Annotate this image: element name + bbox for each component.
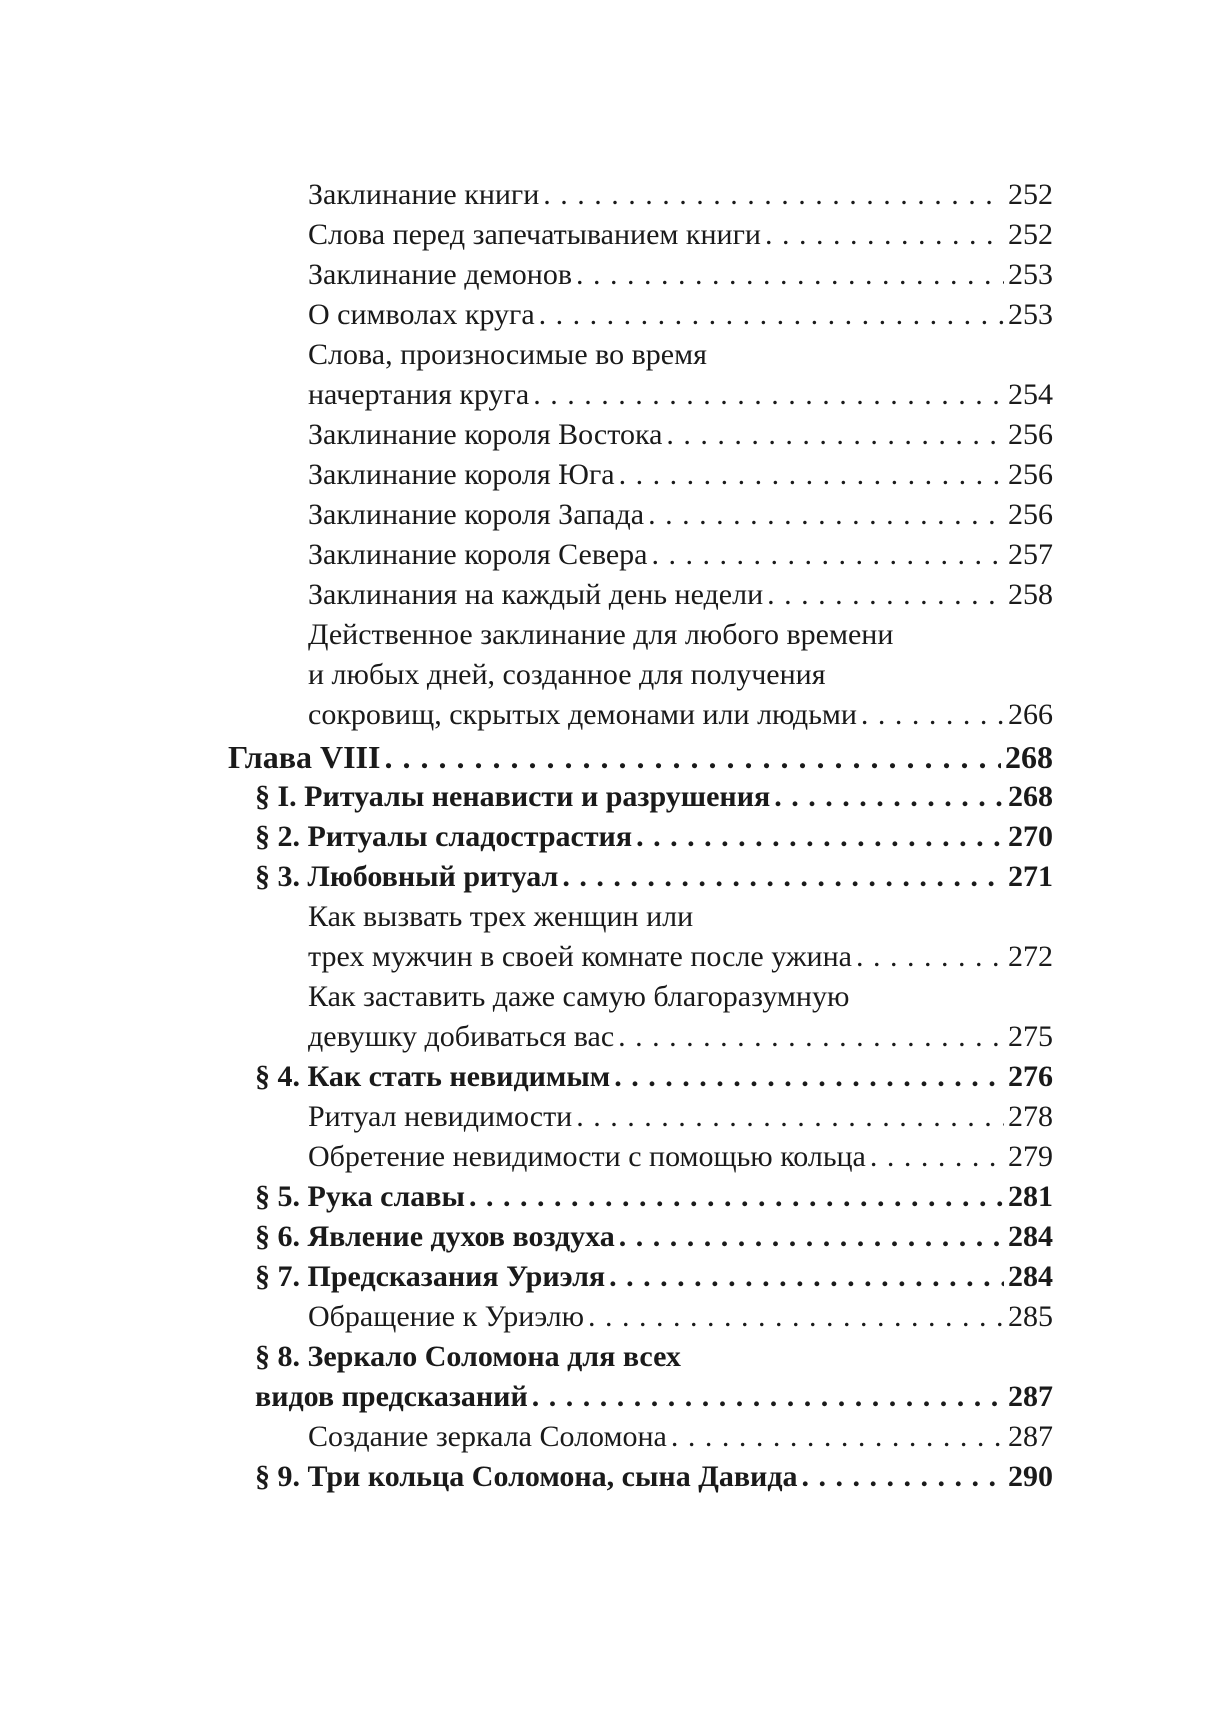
toc-entry-page: 253 xyxy=(1008,258,1053,291)
toc-leader-dots xyxy=(532,1377,1004,1417)
toc-leader-dots xyxy=(543,175,1004,215)
toc-entry-page: 266 xyxy=(1008,698,1053,731)
toc-entry-page: 256 xyxy=(1008,418,1053,451)
toc-leader-dots xyxy=(856,937,1004,977)
toc-entry-page: 290 xyxy=(1008,1460,1053,1493)
toc-entry-title: § 5. Рука славы xyxy=(255,1180,465,1213)
toc-leader-dots xyxy=(648,495,1004,535)
toc-entry-page: 256 xyxy=(1008,458,1053,491)
toc-entry-page: 281 xyxy=(1008,1180,1053,1213)
toc-entry xyxy=(308,1417,1053,1457)
toc-entry-page: 278 xyxy=(1008,1100,1053,1133)
toc-entry xyxy=(308,1137,1053,1177)
toc-entry xyxy=(308,937,1053,977)
toc-section-continued: § 8. Зеркало Соломона для всех xyxy=(255,1340,681,1373)
toc-entry-page: 284 xyxy=(1008,1220,1053,1253)
toc-entry xyxy=(308,1097,1053,1137)
toc-entry-page: 258 xyxy=(1008,578,1053,611)
toc-entry xyxy=(308,1297,1053,1337)
toc-entry-page: 271 xyxy=(1008,860,1053,893)
toc-entry-page: 257 xyxy=(1008,538,1053,571)
toc-entry-title: О символах круга xyxy=(308,298,535,331)
toc-entry xyxy=(308,455,1053,495)
toc-leader-dots xyxy=(384,737,1001,777)
toc-section xyxy=(255,1257,1053,1297)
toc-entry-page: 279 xyxy=(1008,1140,1053,1173)
toc-leader-dots xyxy=(870,1137,1004,1177)
toc-section xyxy=(255,857,1053,897)
toc-leader-dots xyxy=(576,1097,1004,1137)
toc-entry xyxy=(308,1017,1053,1057)
toc-entry-title: Заклинания на каждый день недели xyxy=(308,578,764,611)
toc-entry-title: начертания круга xyxy=(308,378,530,411)
toc-entry-title: девушку добиваться вас xyxy=(308,1020,615,1053)
toc-entry-title: трех мужчин в своей комнате после ужина xyxy=(308,940,852,973)
toc-leader-dots xyxy=(767,575,1004,615)
toc-entry-page: 272 xyxy=(1008,940,1053,973)
toc-leader-dots xyxy=(533,375,1004,415)
toc-entry xyxy=(308,295,1053,335)
toc-entry-title: Заклинание короля Юга xyxy=(308,458,615,491)
toc-leader-dots xyxy=(539,295,1004,335)
toc-leader-dots xyxy=(618,1017,1004,1057)
toc-leader-dots xyxy=(469,1177,1004,1217)
toc-entry xyxy=(308,255,1053,295)
toc-leader-dots xyxy=(802,1457,1005,1497)
toc-entry-title: § 9. Три кольца Соломона, сына Давида xyxy=(255,1460,798,1493)
toc-entry-page: 254 xyxy=(1008,378,1053,411)
toc-leader-dots xyxy=(651,535,1004,575)
toc-leader-dots xyxy=(671,1417,1004,1457)
toc-entry-title: Слова перед запечатыванием книги xyxy=(308,218,761,251)
toc-entry-page: 287 xyxy=(1008,1420,1053,1453)
toc-entry-title: Обращение к Уриэлю xyxy=(308,1300,585,1333)
toc-entry-page: 270 xyxy=(1008,820,1053,853)
toc-entry-page: 284 xyxy=(1008,1260,1053,1293)
toc-entry-title: Глава VIII xyxy=(228,739,381,775)
toc-entry-title: сокровищ, скрытых демонами или людьми xyxy=(308,698,857,731)
toc-leader-dots xyxy=(576,255,1004,295)
toc-entry-title: § 6. Явление духов воздуха xyxy=(255,1220,615,1253)
toc-entry-title: Заклинание демонов xyxy=(308,258,573,291)
toc-entry-page: 256 xyxy=(1008,498,1053,531)
toc-entry-title: Создание зеркала Соломона xyxy=(308,1420,667,1453)
toc-entry xyxy=(308,415,1053,455)
toc-chapter-heading xyxy=(228,737,1053,777)
toc-entry-continued: Как заставить даже самую благоразумную xyxy=(308,980,850,1013)
toc-leader-dots xyxy=(588,1297,1004,1337)
toc-entry-title: § I. Ритуалы ненависти и разрушения xyxy=(255,780,771,813)
toc-leader-dots xyxy=(765,215,1004,255)
toc-entry-page: 252 xyxy=(1008,178,1053,211)
toc-entry xyxy=(308,575,1053,615)
toc-section xyxy=(255,1217,1053,1257)
toc-leader-dots xyxy=(774,777,1004,817)
toc-entry-title: видов предсказаний xyxy=(255,1380,528,1413)
toc-entry xyxy=(308,375,1053,415)
toc-entry-page: 268 xyxy=(1005,739,1053,775)
toc-section xyxy=(255,817,1053,857)
toc-entry-page: 275 xyxy=(1008,1020,1053,1053)
toc-leader-dots xyxy=(614,1057,1004,1097)
toc-entry-title: § 2. Ритуалы сладострастия xyxy=(255,820,633,853)
toc-entry xyxy=(308,695,1053,735)
toc-section xyxy=(255,1377,1053,1417)
toc-leader-dots xyxy=(609,1257,1004,1297)
toc-leader-dots xyxy=(861,695,1004,735)
toc-entry-continued: и любых дней, созданное для получения xyxy=(308,658,826,691)
toc-entry-page: 252 xyxy=(1008,218,1053,251)
toc-entry-title: Заклинание короля Севера xyxy=(308,538,648,571)
toc-entry-page: 268 xyxy=(1008,780,1053,813)
toc-section xyxy=(255,777,1053,817)
toc-entry-title: § 4. Как стать невидимым xyxy=(255,1060,611,1093)
toc-leader-dots xyxy=(666,415,1004,455)
toc-entry-page: 285 xyxy=(1008,1300,1053,1333)
toc-section xyxy=(255,1177,1053,1217)
toc-entry-title: Обретение невидимости с помощью кольца xyxy=(308,1140,866,1173)
toc-leader-dots xyxy=(619,1217,1004,1257)
toc-leader-dots xyxy=(619,455,1004,495)
toc-entry-continued: Действенное заклинание для любого времени xyxy=(308,618,894,651)
toc-entry xyxy=(308,535,1053,575)
toc-entry xyxy=(308,215,1053,255)
toc-entry-continued: Как вызвать трех женщин или xyxy=(308,900,694,933)
toc-entry-page: 287 xyxy=(1008,1380,1053,1413)
toc-section xyxy=(255,1057,1053,1097)
toc-entry-title: Заклинание короля Востока xyxy=(308,418,663,451)
toc-entry-page: 276 xyxy=(1008,1060,1053,1093)
toc-entry-title: Ритуал невидимости xyxy=(308,1100,573,1133)
toc-entry-title: Заклинание короля Запада xyxy=(308,498,645,531)
toc-entry xyxy=(308,175,1053,215)
toc-entry-title: § 3. Любовный ритуал xyxy=(255,860,559,893)
toc-entry xyxy=(308,495,1053,535)
toc-entry-title: Заклинание книги xyxy=(308,178,540,211)
toc-entry-title: § 7. Предсказания Уриэля xyxy=(255,1260,606,1293)
toc-section xyxy=(255,1457,1053,1497)
toc-entry-continued: Слова, произносимые во время xyxy=(308,338,707,371)
toc-leader-dots xyxy=(562,857,1004,897)
toc-leader-dots xyxy=(636,817,1004,857)
toc-entry-page: 253 xyxy=(1008,298,1053,331)
